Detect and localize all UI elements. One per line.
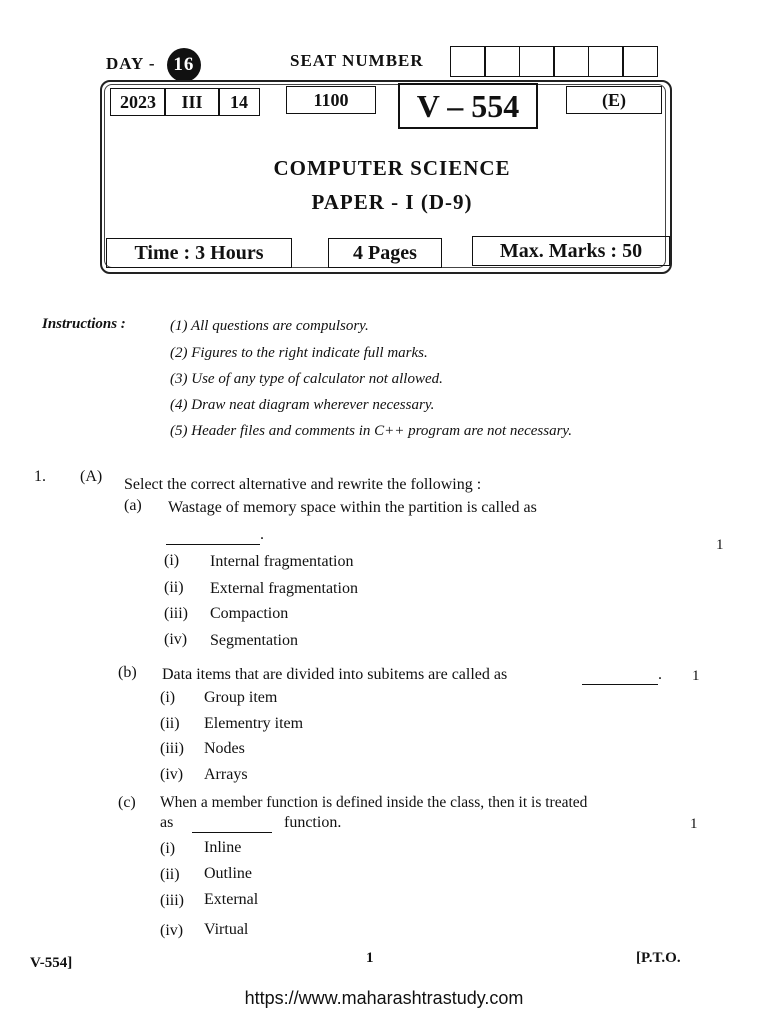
seat-box	[622, 46, 658, 77]
option-text: Nodes	[204, 740, 245, 757]
option-number: (i)	[160, 840, 176, 857]
seat-box	[484, 46, 520, 77]
instruction-item: (3) Use of any type of calculator not allowed.	[170, 371, 443, 387]
subject-title: COMPUTER SCIENCE	[273, 156, 511, 180]
paper-title: PAPER - I (D-9)	[311, 190, 473, 214]
subquestion-label: (c)	[118, 794, 136, 811]
term-box: III	[164, 88, 220, 116]
max-marks-box: Max. Marks : 50	[472, 236, 670, 266]
option-number: (iii)	[164, 605, 188, 622]
option-number: (iv)	[164, 631, 188, 648]
question-prompt: Select the correct alternative and rewrite the following :	[124, 476, 482, 493]
option-text: Inline	[204, 839, 242, 856]
year-box: 2023	[110, 88, 166, 116]
marks: 1	[690, 816, 698, 832]
option-text: Group item	[204, 689, 278, 706]
option-text: Segmentation	[210, 632, 298, 649]
option-text: Elementry item	[204, 715, 304, 732]
subquestion-text: When a member function is defined inside the class, then it is treated	[160, 794, 588, 811]
answer-blank: .	[582, 666, 662, 685]
marks: 1	[716, 537, 724, 553]
instruction-item: (4) Draw neat diagram wherever necessary.	[170, 397, 435, 413]
seat-box	[588, 46, 624, 77]
option-text: External fragmentation	[210, 580, 358, 597]
paper-code: V – 554	[398, 83, 538, 129]
seat-box	[450, 46, 486, 77]
option-number: (ii)	[164, 579, 184, 596]
option-number: (iv)	[160, 766, 184, 783]
pages-box: 4 Pages	[328, 238, 442, 268]
subquestion-label: (b)	[118, 664, 137, 681]
day-text: DAY -	[106, 53, 156, 73]
seat-box	[519, 46, 555, 77]
option-number: (iii)	[160, 892, 184, 909]
option-text: Compaction	[210, 605, 289, 622]
option-text: Arrays	[204, 766, 248, 783]
instruction-item: (5) Header files and comments in C++ program are not necessary.	[170, 423, 572, 439]
subquestion-text: Data items that are divided into subitems are called as	[162, 666, 508, 683]
option-number: (iv)	[160, 922, 184, 939]
day-number-badge: 16	[167, 48, 201, 82]
day-code-box: 14	[218, 88, 260, 116]
instruction-item: (2) Figures to the right indicate full marks.	[170, 345, 428, 361]
instruction-item: (1) All questions are compulsory.	[170, 318, 369, 334]
footer-paper-code: V-554]	[30, 955, 73, 971]
subquestion-text-end: function.	[284, 814, 342, 831]
time-code-box: 1100	[286, 86, 376, 114]
instructions-label: Instructions :	[42, 316, 126, 332]
option-number: (iii)	[160, 740, 184, 757]
day-label	[106, 48, 201, 82]
page-number: 1	[366, 950, 374, 966]
option-text: Virtual	[204, 921, 249, 938]
question-part: (A)	[80, 468, 103, 485]
pto-label: [P.T.O.	[636, 950, 681, 966]
seat-box	[553, 46, 589, 77]
answer-blank	[192, 814, 272, 833]
subquestion-label: (a)	[124, 497, 142, 514]
time-box: Time : 3 Hours	[106, 238, 292, 268]
watermark-url: https://www.maharashtrastudy.com	[244, 988, 524, 1008]
subquestion-text: Wastage of memory space within the partition is called as	[168, 499, 537, 516]
question-number: 1.	[34, 468, 46, 485]
seat-number-boxes	[451, 46, 658, 77]
option-text: Outline	[204, 865, 252, 882]
seat-number-label: SEAT NUMBER	[290, 51, 424, 70]
option-number: (i)	[160, 689, 176, 706]
option-number: (ii)	[160, 715, 180, 732]
option-text: External	[204, 891, 259, 908]
option-text: Internal fragmentation	[210, 553, 354, 570]
subquestion-text-cont: as	[160, 814, 174, 831]
medium-box: (E)	[566, 86, 662, 114]
marks: 1	[692, 668, 700, 684]
option-number: (i)	[164, 552, 180, 569]
answer-blank: .	[166, 526, 264, 545]
option-number: (ii)	[160, 866, 180, 883]
